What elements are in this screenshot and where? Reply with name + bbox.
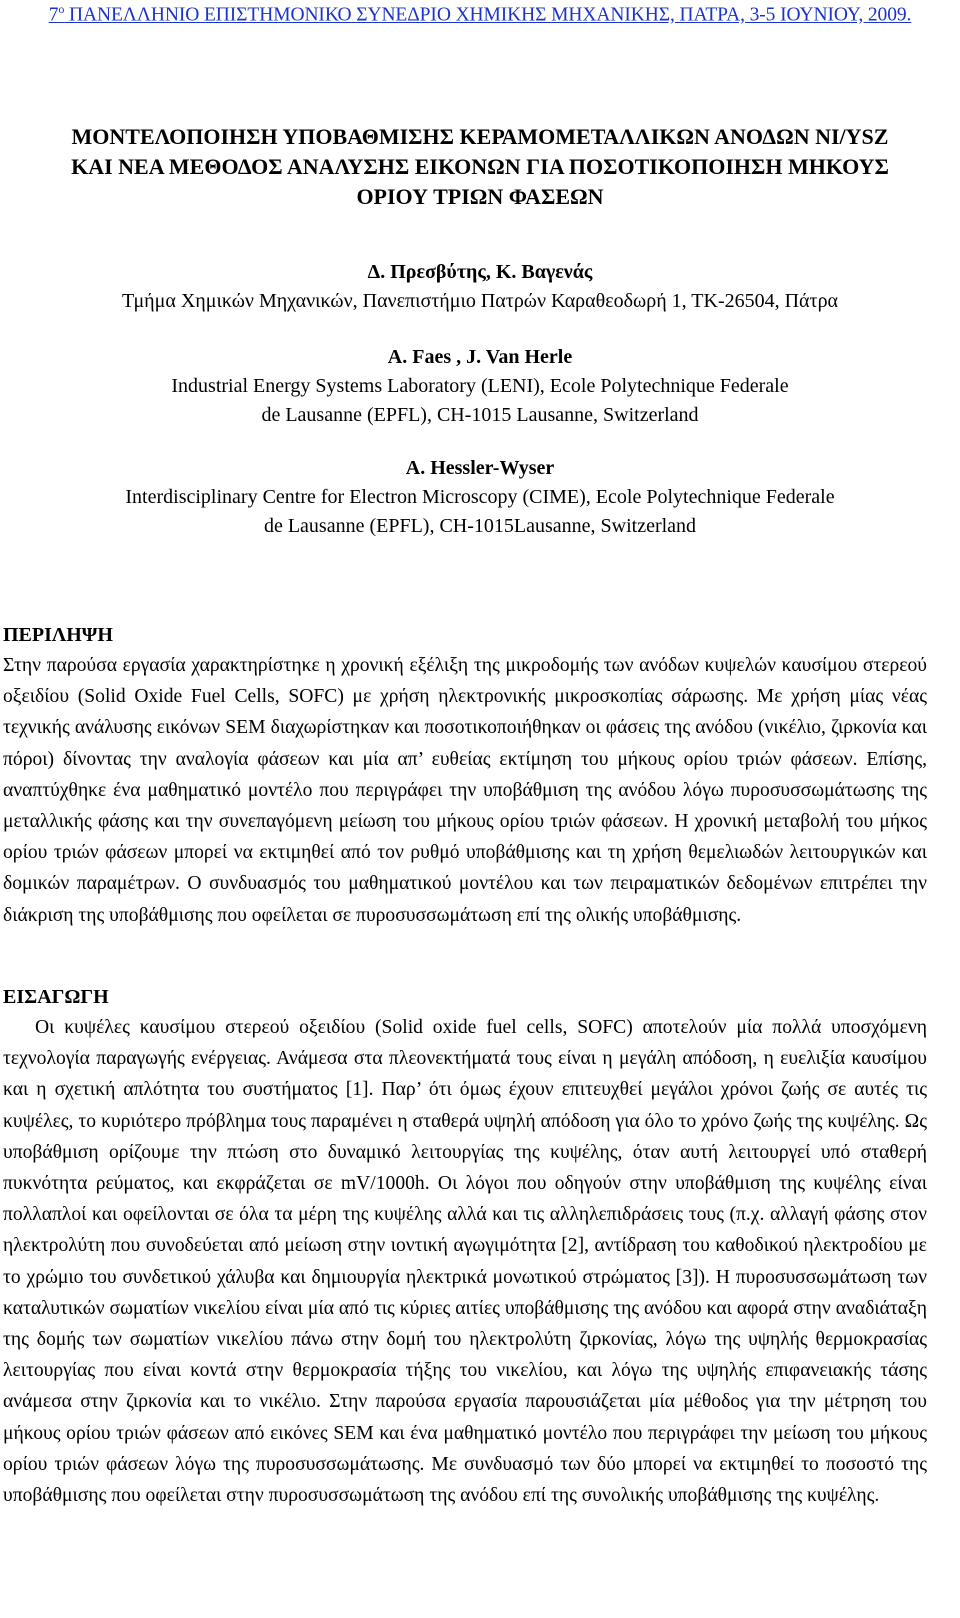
author-affiliation: Interdisciplinary Centre for Electron Microscopy (CIME), Ecole Polytechnique Federale xyxy=(125,486,835,508)
conference-header[interactable] xyxy=(0,2,960,27)
author-affiliation: Τμήμα Χημικών Μηχανικών, Πανεπιστήμιο Πατρών Καραθεοδωρή 1, ΤΚ-26504, Πάτρα xyxy=(121,290,839,312)
title-line-3: ΟΡΙΟΥ ΤΡΙΩΝ ΦΑΣΕΩΝ xyxy=(356,184,604,209)
author-block-1 xyxy=(0,258,960,316)
header-text: ΠΑΝΕΛΛΗΝΙΟ ΕΠΙΣΤΗΜΟΝΙΚΟ ΣΥΝΕΔΡΙΟ ΧΗΜΙΚΗΣ ΜΗΧΑΝΙΚΗΣ, ΠΑΤΡΑ, 3-5 ΙΟΥΝΙΟΥ, 2009. xyxy=(64,4,912,26)
paper-title xyxy=(0,122,960,212)
author-affiliation: de Lausanne (EPFL), CH-1015Lausanne, Switzerland xyxy=(263,515,697,537)
introduction-heading: ΕΙΣΑΓΩΓΗ xyxy=(3,986,109,1008)
author-block-3 xyxy=(0,454,960,541)
header-ordinal-sup: ο xyxy=(58,2,65,16)
author-names: A. Hessler-Wyser xyxy=(405,457,555,479)
abstract-text: Στην παρούσα εργασία χαρακτηρίστηκε η χρονική εξέλιξη της μικροδομής των ανόδων κυψελών καυσίμου στερεού οξειδίου (Solid Oxide Fuel Cells, SOFC) με χρήση ηλεκτρονικής μικροσκοπίας σάρωσης. Με χρήση μίας νέας τεχνικής ανάλυσης εικόνων SEM διαχωρίστηκαν και ποσοτικοποιήθηκαν οι φάσεις της ανόδου (νικέλιο, ζιρκονία και πόροι) δίνοντας την αναλογία φάσεων και μία απ’ ευθείας εκτίμηση του μήκους ορίου τριών φάσεων. Επίσης, αναπτύχθηκε ένα μαθηματικό μοντέλο που περιγράφει την υποβάθμιση της ανόδου λόγω πυροσυσσωμάτωσης της μεταλλικής φάσης και την συνεπαγόμενη μείωση του μήκους ορίου τριών φάσεων. Η χρονική μεταβολή του μήκος ορίου τριών φάσεων μπορεί να εκτιμηθεί από τον ρυθμό υποβάθμισης και τη χρήση θεμελιωδών λειτουργικών και δομικών παραμέτρων. Ο συνδυασμός του μαθηματικού μοντέλου και των πειραματικών δεδομένων επιτρέπει την διάκριση της υποβάθμισης που οφείλεται σε πυροσυσσωμάτωση επί της ολικής υποβάθμισης. xyxy=(3,655,927,926)
title-line-1: ΜΟΝΤΕΛΟΠΟΙΗΣΗ ΥΠΟΒΑΘΜΙΣΗΣ ΚΕΡΑΜΟΜΕΤΑΛΛΙΚΩΝ ΑΝΟΔΩΝ NI/YSZ xyxy=(71,124,889,149)
introduction-text: Οι κυψέλες καυσίμου στερεού οξειδίου (Solid oxide fuel cells, SOFC) αποτελούν μία πολλά υποσχόμενη τεχνολογία παραγωγής ενέργειας. Ανάμεσα στα πλεονεκτήματά τους είναι η μεγάλη απόδοση, η ευελιξία καυσίμου και η σχετική απλότητα του συστήματος [1]. Παρ’ ότι όμως έχουν επιτευχθεί μεγάλοι χρόνοι ζωής σε αυτές τις κυψέλες, το κυριότερο πρόβλημα τους παραμένει η σταθερά υψηλή απόδοση για όλο το χρόνο ζωής της κυψέλης. Ως υποβάθμιση ορίζουμε την πτώση στο δυναμικό λειτουργίας της κυψέλης, όταν αυτή λειτουργεί υπό σταθερή πυκνότητα ρεύματος, και εκφράζεται σε mV/1000h. Οι λόγοι που οδηγούν στην υποβάθμιση της κυψέλης είναι πολλαπλοί και οφείλονται σε όλα τα μέρη της κυψέλης αλλά και τις αλληλεπιδράσεις τους (π.χ. αλλαγή φάσης στον ηλεκτρολύτη που συνοδεύεται από μείωση στην ιοντική αγωγιμότητα [2], αντίδραση του καθοδικού ηλεκτροδίου με το χρώμιο του συνδετικού χάλυβα και δημιουργία ηλεκτρικά μονωτικού στρώματος [3]). Η πυροσυσσωμάτωση των καταλυτικών σωματίων νικελίου είναι μία από τις κύριες αιτίες υποβάθμισης της ανόδου και αφορά στην αναδιάταξη της δομής των σωματίων νικελίου πάνω στην δομή του ηλεκτρολύτη ζιρκονίας, λόγω της υψηλής θερμοκρασίας λειτουργίας που είναι κοντά στην θερμοκρασία τήξης του νικελίου, και λόγω της υψηλής επιφανειακής τάσης ανάμεσα στην ζιρκονία και το νικέλιο. Στην παρούσα εργασία παρουσιάζεται μία μέθοδος για την μέτρηση του μήκους ορίου τριών φάσεων από εικόνες SEM και ένα μαθηματικό μοντέλο που περιγράφει την μείωση του μήκους ορίου τριών φάσεων λόγω της πυροσυσσωμάτωσης. Με συνδυασμό των δύο μπορεί να εκτιμηθεί το ποσοστό της υποβάθμισης που οφείλεται στην πυροσυσσωμάτωση της ανόδου επί της συνολικής υποβάθμισης της κυψέλης. xyxy=(3,1017,927,1507)
abstract-heading: ΠΕΡΙΛΗΨΗ xyxy=(3,624,113,646)
author-names: Δ. Πρεσβύτης, Κ. Βαγενάς xyxy=(367,261,593,283)
author-names: A. Faes , J. Van Herle xyxy=(387,346,573,368)
author-affiliation: de Lausanne (EPFL), CH-1015 Lausanne, Switzerland xyxy=(261,404,699,426)
header-ordinal: 7 xyxy=(48,4,59,26)
author-block-2 xyxy=(0,343,960,430)
author-affiliation: Industrial Energy Systems Laboratory (LENI), Ecole Polytechnique Federale xyxy=(171,375,789,397)
title-line-2: ΚΑΙ ΝΕΑ ΜΕΘΟΔΟΣ ΑΝΑΛΥΣΗΣ ΕΙΚΟΝΩΝ ΓΙΑ ΠΟΣΟΤΙΚΟΠΟΙΗΣΗ ΜΗΚΟΥΣ xyxy=(71,154,889,179)
